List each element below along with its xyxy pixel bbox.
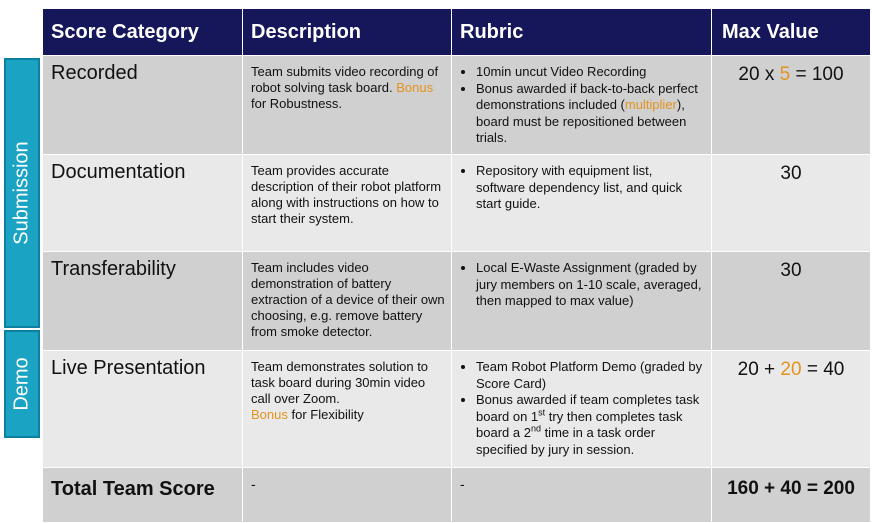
total-max-value: 160 + 40 = 200 bbox=[712, 468, 871, 523]
total-rubric: - bbox=[452, 468, 712, 523]
header-description: Description bbox=[243, 9, 452, 56]
category-cell: Recorded bbox=[43, 56, 243, 155]
description-text: Team demonstrates solution to task board during 30min video call over Zoom. bbox=[251, 359, 429, 406]
bonus-label: Bonus bbox=[251, 407, 288, 422]
multiplier-highlight: multiplier bbox=[624, 97, 677, 112]
table-row bbox=[43, 56, 871, 155]
table-header-row bbox=[43, 9, 871, 56]
total-description: - bbox=[243, 468, 452, 523]
rubric-item: • Team Robot Platform Demo (graded by Score Card) bbox=[476, 359, 705, 392]
section-label-submission bbox=[4, 58, 40, 328]
multiplier-value: 5 bbox=[779, 64, 791, 85]
table-row bbox=[43, 351, 871, 468]
section-label-text: Demo bbox=[10, 357, 33, 411]
total-row bbox=[43, 468, 871, 523]
description-tail: for Flexibility bbox=[291, 407, 364, 422]
rubric-item: • Bonus awarded if back-to-back perfect demonstrations included (multiplier), board must be repositioned between trials. bbox=[476, 81, 705, 147]
rubric-cell bbox=[452, 155, 712, 252]
description-cell: Team provides accurate description of their robot platform along with instructions on how to start their system. bbox=[243, 155, 452, 252]
section-label-demo bbox=[4, 330, 40, 438]
max-value-cell: 20 + 20 = 40 bbox=[712, 351, 871, 468]
score-table bbox=[42, 8, 871, 523]
total-label: Total Team Score bbox=[43, 468, 243, 523]
bonus-value: 20 bbox=[780, 359, 802, 380]
rubric-item: • Bonus awarded if team completes task board on 1st try then completes task board a 2nd time in a task order specified by jury in session. bbox=[476, 392, 705, 458]
rubric-cell bbox=[452, 252, 712, 351]
header-score-category: Score Category bbox=[43, 9, 243, 56]
rubric-item: • 10min uncut Video Recording bbox=[476, 64, 705, 81]
table-row bbox=[43, 155, 871, 252]
description-cell bbox=[243, 56, 452, 155]
section-label-text: Submission bbox=[10, 141, 33, 245]
description-cell: Team includes video demonstration of battery extraction of a device of their own choosing, e.g. remove battery from smoke detector. bbox=[243, 252, 452, 351]
rubric-item: • Local E-Waste Assignment (graded by jury members on 1-10 scale, averaged, then mapped to max value) bbox=[476, 260, 705, 310]
table-row bbox=[43, 252, 871, 351]
bonus-label: Bonus bbox=[396, 80, 434, 95]
rubric-cell bbox=[452, 56, 712, 155]
description-text: Team submits video recording of robot solving task board. bbox=[251, 64, 439, 95]
category-cell: Live Presentation bbox=[43, 351, 243, 468]
header-rubric: Rubric bbox=[452, 9, 712, 56]
category-cell: Transferability bbox=[43, 252, 243, 351]
category-cell: Documentation bbox=[43, 155, 243, 252]
max-value-cell: 30 bbox=[712, 155, 871, 252]
description-cell bbox=[243, 351, 452, 468]
max-value-cell: 20 x 5 = 100 bbox=[712, 56, 871, 155]
header-max-value: Max Value bbox=[712, 9, 871, 56]
max-value-cell: 30 bbox=[712, 252, 871, 351]
description-tail: for Robustness. bbox=[251, 96, 343, 111]
rubric-item: • Repository with equipment list, software dependency list, and quick start guide. bbox=[476, 163, 705, 213]
rubric-cell bbox=[452, 351, 712, 468]
